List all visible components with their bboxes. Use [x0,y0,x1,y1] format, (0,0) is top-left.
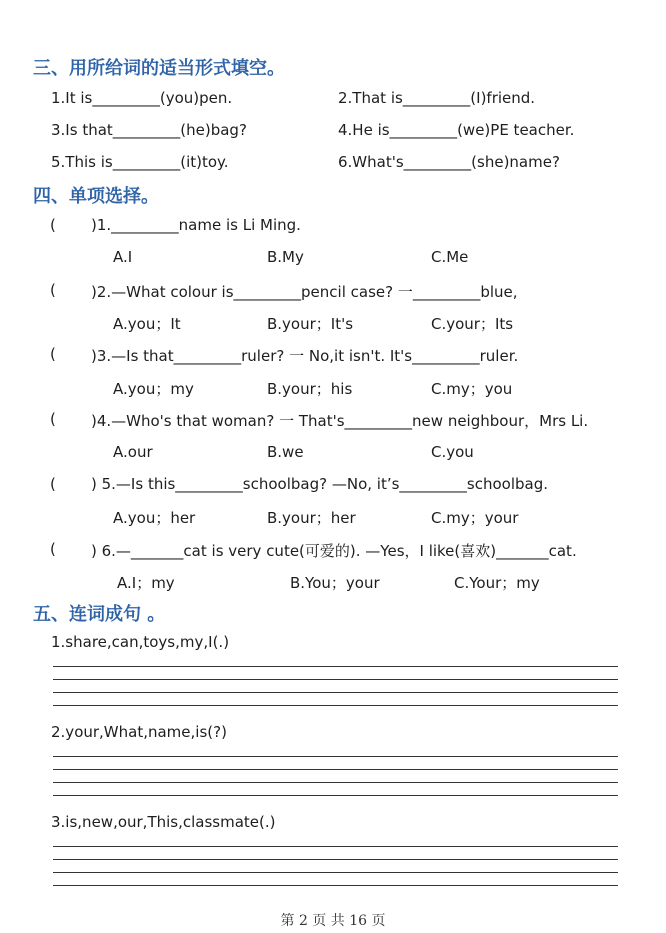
option-a: A.you；her [113,509,196,527]
answer-line [53,872,618,873]
option-b: B.your；her [267,509,356,527]
question-stem-3: )3.—Is that_________ruler? 一 No,it isn't. It's_________ruler. [91,347,519,365]
option-b: B.we [267,443,304,461]
answer-line [53,705,618,706]
sentence-prompt-3: 3.is,new,our,This,classmate(.) [51,813,276,831]
option-a: A.our [113,443,153,461]
fill-item-6: 6.What's_________(she)name? [338,153,560,171]
fill-item-3: 3.Is that_________(he)bag? [51,121,247,139]
option-c: C.my；you [431,380,513,398]
question-stem-2: )2.—What colour is_________pencil case? 一_________blue, [91,283,518,301]
answer-line [53,756,618,757]
fill-item-1: 1.It is_________(you)pen. [51,89,233,107]
answer-line [53,846,618,847]
option-b: B.your；It's [267,315,354,333]
question-stem-1: )1._________name is Li Ming. [91,216,301,234]
section-title-multiple-choice: 四、单项选择。 [33,186,159,207]
answer-line [53,692,618,693]
section-title-sentence-building: 五、连词成句 。 [33,604,166,625]
option-c: C.your；Its [431,315,514,333]
page-number: 第 2 页 共 16 页 [280,913,386,929]
option-a: A.you；It [113,315,181,333]
fill-item-5: 5.This is_________(it)toy. [51,153,229,171]
answer-line [53,859,618,860]
sentence-prompt-2: 2.your,What,name,is(?) [51,723,227,741]
section-title-fill-blanks: 三、用所给词的适当形式填空。 [33,58,285,79]
option-a: A.I；my [117,574,175,592]
fill-item-4: 4.He is_________(we)PE teacher. [338,121,575,139]
answer-paren: ( [50,475,56,493]
answer-line [53,885,618,886]
answer-line [53,769,618,770]
answer-paren: ( [50,540,56,558]
answer-line [53,795,618,796]
answer-line [53,782,618,783]
option-a: A.I [113,248,133,266]
answer-paren: ( [50,410,56,428]
question-stem-6: ) 6.—_______cat is very cute(可爱的). —Yes，I like(喜欢)_______cat. [91,542,577,560]
question-stem-4: )4.—Who's that woman? 一 That's_________new neighbour，Mrs Li. [91,412,589,430]
option-a: A.you；my [113,380,194,398]
answer-paren: ( [50,281,56,299]
fill-item-2: 2.That is_________(I)friend. [338,89,536,107]
option-c: C.Me [431,248,469,266]
option-b: B.your；his [267,380,353,398]
answer-paren: ( [50,345,56,363]
answer-line [53,679,618,680]
sentence-prompt-1: 1.share,can,toys,my,I(.) [51,633,230,651]
option-c: C.my；your [431,509,519,527]
question-stem-5: ) 5.—Is this_________schoolbag? —No, it’s_________schoolbag. [91,475,549,493]
answer-paren: ( [50,216,56,234]
option-b: B.My [267,248,304,266]
answer-line [53,666,618,667]
option-c: C.you [431,443,474,461]
option-c: C.Your；my [454,574,540,592]
option-b: B.You；your [290,574,380,592]
